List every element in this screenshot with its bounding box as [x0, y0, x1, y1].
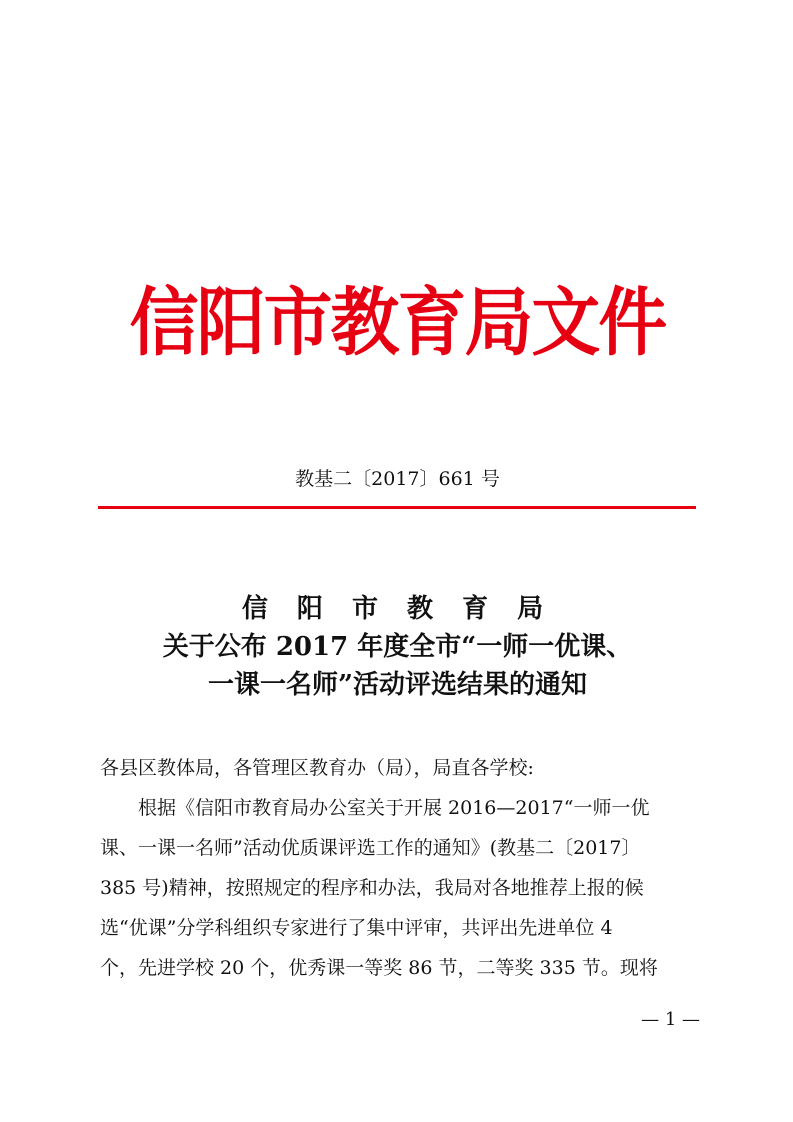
- paragraph-line-2: 课、一课一名师”活动优质课评选工作的通知》(教基二〔2017〕: [100, 837, 641, 859]
- page-number: — 1 —: [641, 1009, 700, 1030]
- paragraph-line-1: 根据《信阳市教育局办公室关于开展 2016—2017“一师一优: [138, 797, 650, 819]
- notice-title-line-3: 一课一名师”活动评选结果的通知: [208, 670, 587, 700]
- document-header-title: 信阳市教育局文件: [129, 280, 666, 366]
- salutation: 各县区教体局，各管理区教育办（局），局直各学校:: [100, 757, 534, 779]
- paragraph-line-4: 选“优课”分学科组织专家进行了集中评审，共评出先进单位 4: [100, 917, 613, 939]
- body-text: [100, 748, 696, 988]
- notice-title-line-1: 信 阳 市 教 育 局: [241, 594, 554, 624]
- paragraph-line-3: 385 号)精神，按照规定的程序和办法，我局对各地推荐上报的候: [100, 877, 644, 899]
- notice-title-line-2: 关于公布 2017 年度全市“一师一优课、: [162, 632, 633, 662]
- document-number: 教基二〔2017〕661 号: [295, 468, 500, 490]
- paragraph-line-5: 个，先进学校 20 个，优秀课一等奖 86 节，二等奖 335 节。现将: [100, 957, 658, 979]
- red-divider-rule: [98, 506, 696, 509]
- notice-title: [100, 590, 695, 704]
